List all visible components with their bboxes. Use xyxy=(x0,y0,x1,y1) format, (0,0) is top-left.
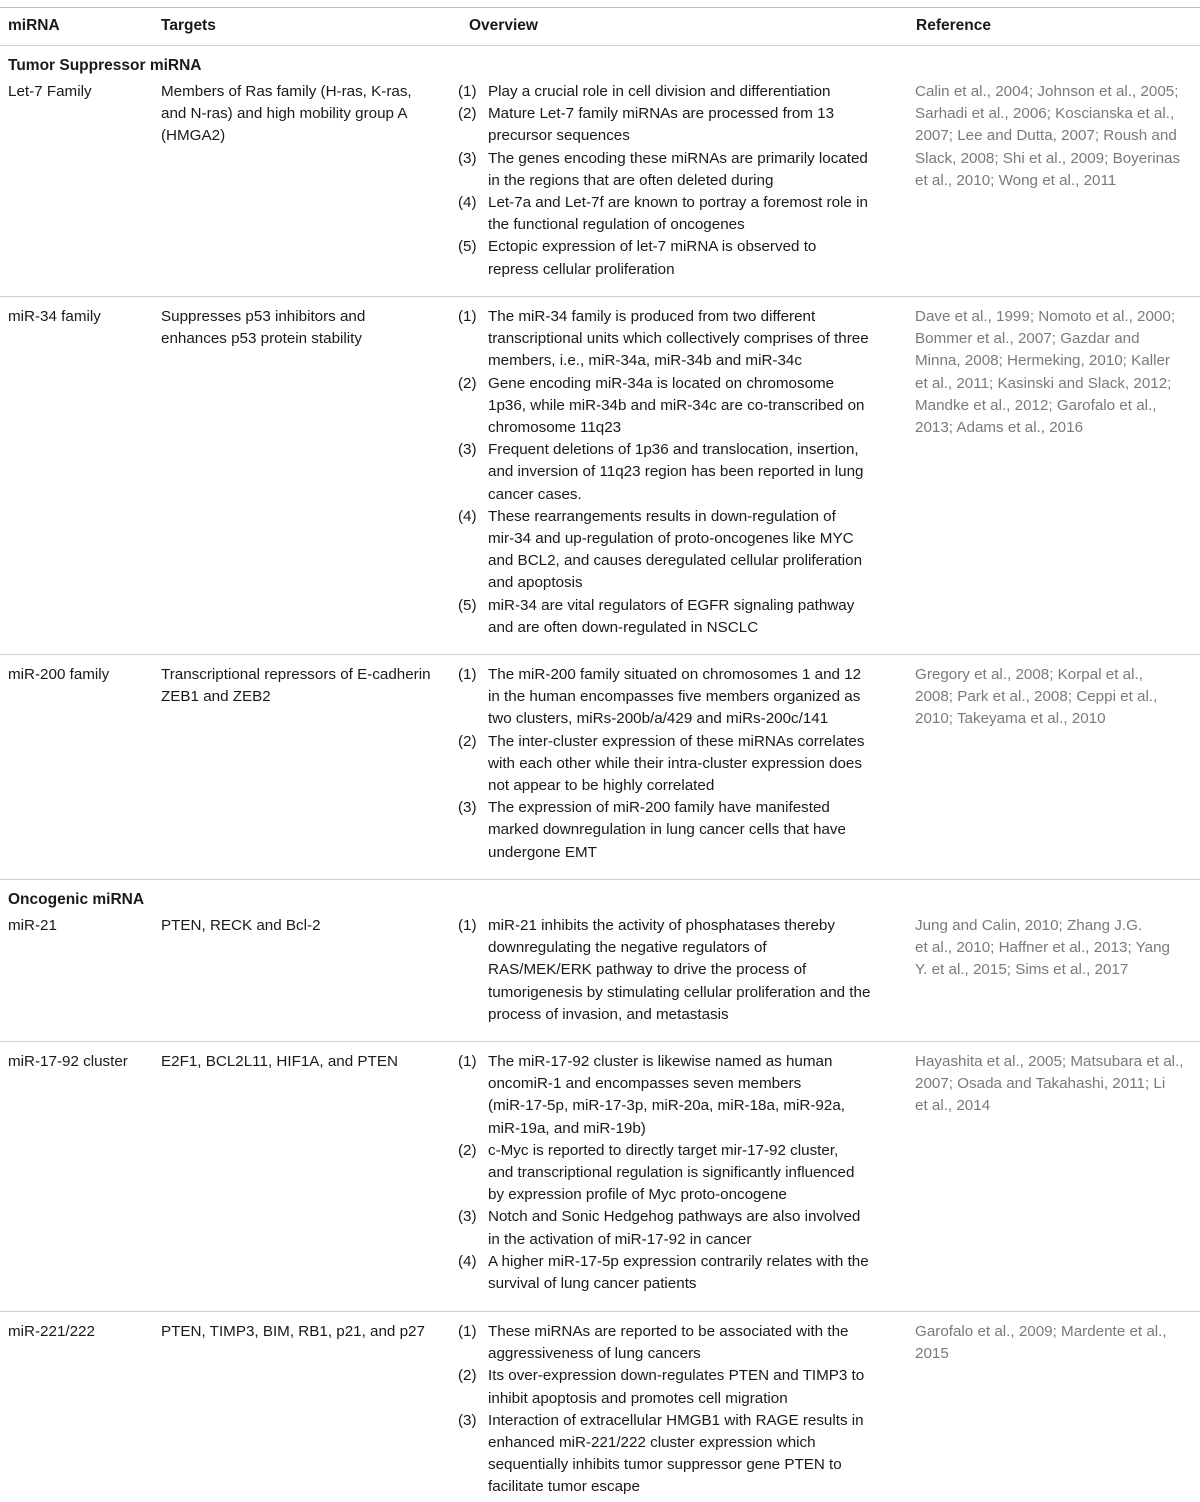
overview-line: miR-34 are vital regulators of EGFR signaling pathway xyxy=(488,596,855,614)
reference-line: Garofalo et al., 2009; Mardente et al., xyxy=(915,1323,1167,1340)
overview-line: in the activation of miR-17-92 in cancer xyxy=(488,1230,752,1248)
column-header-targets: Targets xyxy=(161,17,216,34)
overview-line: The miR-34 family is produced from two different xyxy=(488,308,816,325)
overview-item xyxy=(458,731,898,798)
overview-line: and apoptosis xyxy=(488,574,583,592)
overview-line: Let-7a and Let-7f are known to portray a foremost role in xyxy=(488,194,868,212)
overview-item xyxy=(458,1321,898,1365)
targets-cell xyxy=(161,1321,446,1343)
overview-line: The genes encoding these miRNAs are primarily located xyxy=(488,149,868,167)
targets-line: PTEN, RECK and Bcl-2 xyxy=(161,917,321,934)
reference-line: 2015 xyxy=(915,1345,949,1363)
reference-line: 2013; Adams et al., 2016 xyxy=(915,419,1084,437)
overview-line: (miR-17-5p, miR-17-3p, miR-20a, miR-18a, miR-92a, xyxy=(488,1097,845,1115)
targets-line: Transcriptional repressors of E-cadherin xyxy=(161,666,431,683)
overview-line: aggressiveness of lung cancers xyxy=(488,1345,701,1363)
reference-line: et al., 2010; Wong et al., 2011 xyxy=(915,171,1117,189)
overview-line: and are often down-regulated in NSCLC xyxy=(488,618,759,636)
overview-line: not appear to be highly correlated xyxy=(488,777,715,795)
reference-line: Dave et al., 1999; Nomoto et al., 2000; xyxy=(915,308,1176,325)
overview-line: The miR-17-92 cluster is likewise named as human xyxy=(488,1053,833,1070)
reference-line: Mandke et al., 2012; Garofalo et al., xyxy=(915,396,1157,414)
overview-line: by expression profile of Myc proto-oncogene xyxy=(488,1186,787,1204)
overview-item xyxy=(458,373,898,440)
mirna-name: miR-21 xyxy=(8,917,57,934)
item-number: (4) xyxy=(458,194,477,212)
item-number: (2) xyxy=(458,374,477,392)
overview-line: with each other while their intra-cluster expression does xyxy=(488,754,862,772)
mirna-name: miR-200 family xyxy=(8,666,110,683)
reference-line: et al., 2010; Haffner et al., 2013; Yang xyxy=(915,939,1170,957)
overview-line: Interaction of extracellular HMGB1 with RAGE results in xyxy=(488,1411,864,1429)
overview-item xyxy=(458,506,898,595)
mirna-name: miR-17-92 cluster xyxy=(8,1053,128,1070)
targets-cell xyxy=(161,306,446,350)
row-rule xyxy=(0,1311,1200,1312)
targets-line: ZEB1 and ZEB2 xyxy=(161,688,271,706)
item-number: (2) xyxy=(458,1367,477,1385)
overview-item xyxy=(458,236,898,280)
overview-item xyxy=(458,915,898,1026)
column-header-overview: Overview xyxy=(469,17,538,34)
reference-line: 2010; Takeyama et al., 2010 xyxy=(915,710,1106,728)
overview-line: in the human encompasses five members organized as xyxy=(488,688,861,706)
targets-cell xyxy=(161,81,446,148)
item-number: (3) xyxy=(458,1411,477,1429)
overview-line: cancer cases. xyxy=(488,485,582,503)
column-header-mirna: miRNA xyxy=(8,17,60,34)
targets-line: PTEN, TIMP3, BIM, RB1, p21, and p27 xyxy=(161,1323,425,1340)
overview-item xyxy=(458,192,898,236)
overview-line: and BCL2, and causes deregulated cellular proliferation xyxy=(488,552,863,570)
item-number: (1) xyxy=(458,1053,477,1070)
item-number: (5) xyxy=(458,596,477,614)
item-number: (3) xyxy=(458,441,477,459)
overview-line: survival of lung cancer patients xyxy=(488,1275,697,1293)
overview-item xyxy=(458,103,898,147)
overview-line: in the regions that are often deleted during xyxy=(488,171,774,189)
overview-line: process of invasion, and metastasis xyxy=(488,1005,729,1023)
reference-cell xyxy=(915,1051,1193,1118)
overview-line: members, i.e., miR-34a, miR-34b and miR-34c xyxy=(488,352,802,370)
item-number: (3) xyxy=(458,799,477,817)
reference-line: et al., 2014 xyxy=(915,1097,991,1115)
overview-line: Mature Let-7 family miRNAs are processed from 13 xyxy=(488,105,835,123)
reference-line: Gregory et al., 2008; Korpal et al., xyxy=(915,666,1143,683)
header-rule xyxy=(0,45,1200,46)
overview-cell xyxy=(458,664,898,864)
overview-line: Ectopic expression of let-7 miRNA is observed to xyxy=(488,238,817,256)
overview-line: inhibit apoptosis and promotes cell migration xyxy=(488,1389,788,1407)
overview-line: Frequent deletions of 1p36 and translocation, insertion, xyxy=(488,441,859,459)
row-rule xyxy=(0,654,1200,655)
reference-line: Calin et al., 2004; Johnson et al., 2005; xyxy=(915,83,1179,100)
overview-line: and transcriptional regulation is significantly influenced xyxy=(488,1164,855,1182)
targets-line: (HMGA2) xyxy=(161,127,226,145)
overview-cell xyxy=(458,81,898,281)
reference-cell xyxy=(915,306,1193,439)
item-number: (1) xyxy=(458,666,477,683)
overview-line: RAS/MEK/ERK pathway to drive the process of xyxy=(488,961,807,979)
overview-line: These rearrangements results in down-regulation of xyxy=(488,507,836,525)
overview-item xyxy=(458,1051,898,1140)
mirna-name: miR-221/222 xyxy=(8,1323,95,1340)
mirna-name: Let-7 Family xyxy=(8,83,92,100)
overview-line: two clusters, miRs-200b/a/429 and miRs-200c/141 xyxy=(488,710,829,728)
section-title: Oncogenic miRNA xyxy=(8,891,145,908)
item-number: (1) xyxy=(458,83,477,100)
overview-item xyxy=(458,306,898,373)
overview-line: facilitate tumor escape xyxy=(488,1478,640,1496)
overview-item xyxy=(458,1410,898,1499)
overview-line: 1p36, while miR-34b and miR-34c are co-transcribed on xyxy=(488,396,865,414)
overview-item xyxy=(458,595,898,639)
overview-item xyxy=(458,1251,898,1295)
reference-line: 2007; Osada and Takahashi, 2011; Li xyxy=(915,1075,1166,1093)
targets-cell xyxy=(161,664,446,708)
targets-line: and N-ras) and high mobility group A xyxy=(161,105,408,123)
item-number: (2) xyxy=(458,732,477,750)
overview-line: oncomiR-1 and encompasses seven members xyxy=(488,1075,802,1093)
overview-item xyxy=(458,1206,898,1250)
overview-line: transcriptional units which collectively comprises of three xyxy=(488,330,869,348)
targets-cell xyxy=(161,915,446,937)
item-number: (1) xyxy=(458,917,477,934)
column-header-reference: Reference xyxy=(916,17,991,34)
overview-line: downregulating the negative regulators of xyxy=(488,939,767,957)
overview-item xyxy=(458,1365,898,1409)
overview-cell xyxy=(458,915,898,1026)
item-number: (2) xyxy=(458,105,477,123)
section-rule xyxy=(0,879,1200,880)
reference-line: Hayashita et al., 2005; Matsubara et al., xyxy=(915,1053,1184,1070)
reference-line: Minna, 2008; Hermeking, 2010; Kaller xyxy=(915,352,1170,370)
item-number: (1) xyxy=(458,308,477,325)
reference-line: Jung and Calin, 2010; Zhang J.G. xyxy=(915,917,1143,934)
reference-line: 2008; Park et al., 2008; Ceppi et al., xyxy=(915,688,1158,706)
overview-item xyxy=(458,1140,898,1207)
reference-line: Bommer et al., 2007; Gazdar and xyxy=(915,330,1140,348)
row-rule xyxy=(0,296,1200,297)
overview-line: enhanced miR-221/222 cluster expression which xyxy=(488,1434,816,1452)
reference-cell xyxy=(915,81,1193,192)
reference-line: Y. et al., 2015; Sims et al., 2017 xyxy=(915,961,1129,979)
reference-cell xyxy=(915,915,1193,982)
overview-cell xyxy=(458,1321,898,1499)
targets-line: E2F1, BCL2L11, HIF1A, and PTEN xyxy=(161,1053,398,1070)
overview-line: c-Myc is reported to directly target mir-17-92 cluster, xyxy=(488,1141,839,1159)
targets-cell xyxy=(161,1051,446,1073)
overview-item xyxy=(458,664,898,731)
overview-item xyxy=(458,81,898,103)
overview-line: Play a crucial role in cell division and differentiation xyxy=(488,83,831,100)
reference-cell xyxy=(915,664,1193,731)
overview-line: Gene encoding miR-34a is located on chromosome xyxy=(488,374,835,392)
overview-line: Notch and Sonic Hedgehog pathways are also involved xyxy=(488,1208,861,1226)
reference-cell xyxy=(915,1321,1193,1365)
overview-line: A higher miR-17-5p expression contrarily relates with the xyxy=(488,1252,869,1270)
overview-line: repress cellular proliferation xyxy=(488,260,675,278)
reference-line: et al., 2011; Kasinski and Slack, 2012; xyxy=(915,374,1172,392)
item-number: (4) xyxy=(458,507,477,525)
row-rule xyxy=(0,1041,1200,1042)
mirna-name: miR-34 family xyxy=(8,308,101,325)
reference-line: Slack, 2008; Shi et al., 2009; Boyerinas xyxy=(915,149,1181,167)
item-number: (2) xyxy=(458,1141,477,1159)
overview-line: undergone EMT xyxy=(488,843,597,861)
overview-line: mir-34 and up-regulation of proto-oncogenes like MYC xyxy=(488,530,854,548)
overview-line: precursor sequences xyxy=(488,127,630,145)
overview-line: chromosome 11q23 xyxy=(488,419,622,437)
overview-item xyxy=(458,439,898,506)
item-number: (4) xyxy=(458,1252,477,1270)
overview-line: The expression of miR-200 family have manifested xyxy=(488,799,830,817)
overview-line: miR-21 inhibits the activity of phosphatases thereby xyxy=(488,917,835,934)
overview-line: tumorigenesis by stimulating cellular proliferation and the xyxy=(488,983,871,1001)
overview-line: Its over-expression down-regulates PTEN and TIMP3 to xyxy=(488,1367,865,1385)
reference-line: Sarhadi et al., 2006; Koscianska et al., xyxy=(915,105,1175,123)
item-number: (1) xyxy=(458,1323,477,1340)
overview-line: The inter-cluster expression of these miRNAs correlates xyxy=(488,732,865,750)
overview-item xyxy=(458,797,898,864)
overview-cell xyxy=(458,306,898,639)
targets-line: Members of Ras family (H-ras, K-ras, xyxy=(161,83,412,100)
overview-line: marked downregulation in lung cancer cells that have xyxy=(488,821,846,839)
overview-item xyxy=(458,148,898,192)
overview-cell xyxy=(458,1051,898,1295)
item-number: (3) xyxy=(458,149,477,167)
targets-line: enhances p53 protein stability xyxy=(161,330,362,348)
section-title: Tumor Suppressor miRNA xyxy=(8,57,202,74)
overview-line: miR-19a, and miR-19b) xyxy=(488,1119,646,1137)
overview-line: The miR-200 family situated on chromosomes 1 and 12 xyxy=(488,666,862,683)
targets-line: Suppresses p53 inhibitors and xyxy=(161,308,366,325)
table-top-rule xyxy=(0,7,1200,8)
overview-line: sequentially inhibits tumor suppressor gene PTEN to xyxy=(488,1456,842,1474)
overview-line: and inversion of 11q23 region has been reported in lung xyxy=(488,463,864,481)
overview-line: These miRNAs are reported to be associated with the xyxy=(488,1323,849,1340)
reference-line: 2007; Lee and Dutta, 2007; Roush and xyxy=(915,127,1177,145)
item-number: (5) xyxy=(458,238,477,256)
item-number: (3) xyxy=(458,1208,477,1226)
overview-line: the functional regulation of oncogenes xyxy=(488,216,745,234)
